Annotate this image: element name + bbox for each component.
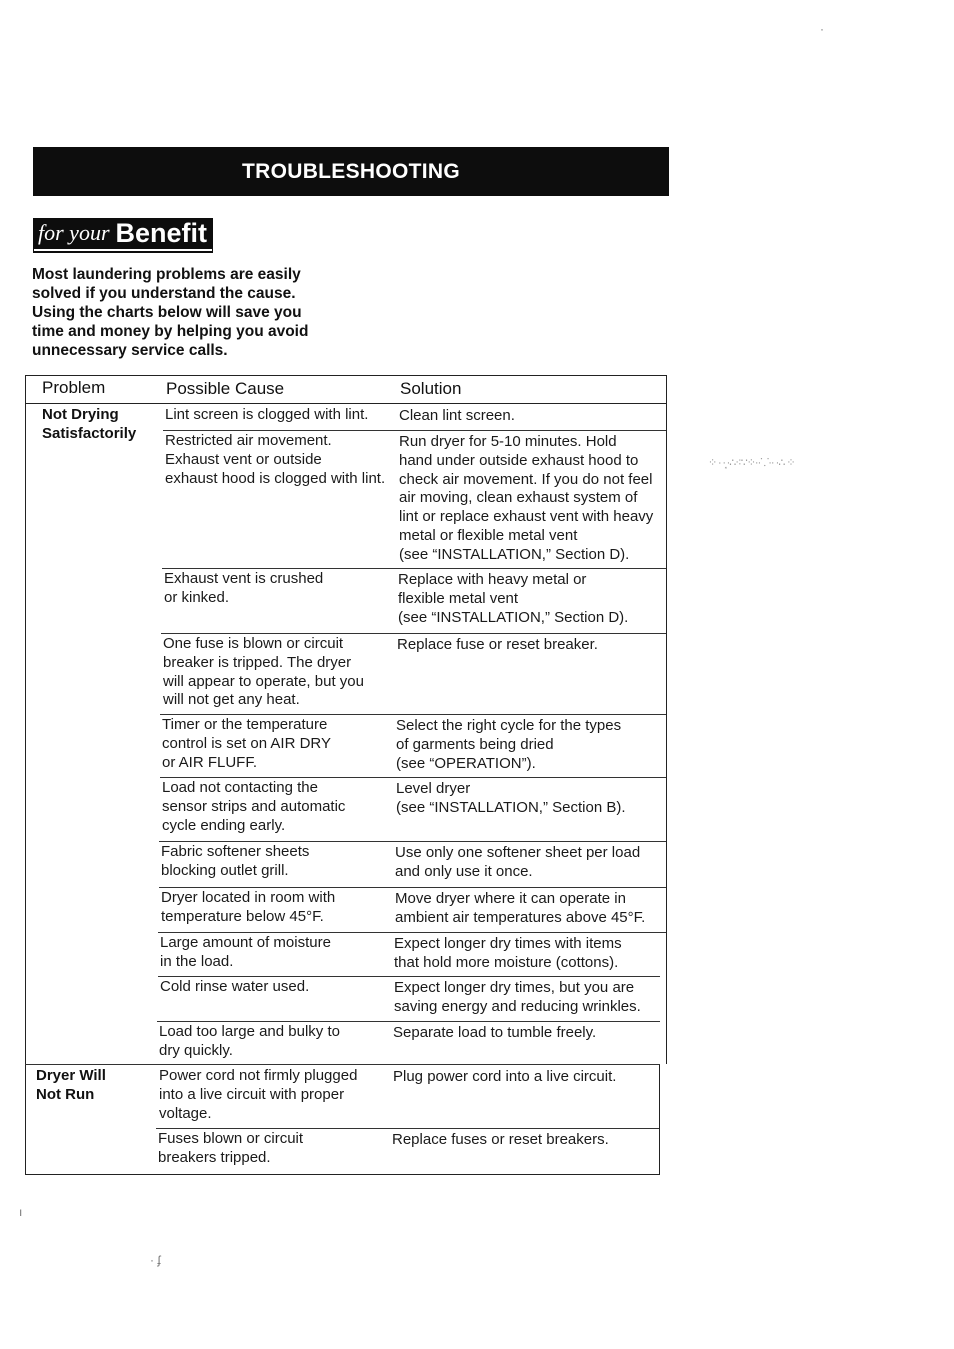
table-row-cause xyxy=(165,406,368,425)
solution-line: saving energy and reducing wrinkles. xyxy=(394,997,641,1015)
cause-line: or AIR FLUFF. xyxy=(162,753,258,771)
solution-line: Use only one softener sheet per load xyxy=(395,844,641,861)
cause-line: Exhaust vent is crushed xyxy=(164,570,324,587)
table-row-solution xyxy=(395,844,640,882)
table-row-solution xyxy=(399,433,653,565)
table-row-cause xyxy=(162,779,345,835)
intro-line: Using the charts below will save you xyxy=(32,304,302,321)
cause-line: One fuse is blown or circuit xyxy=(163,635,344,652)
scan-artifact: ⁘ ∙ ·⸼·∴⁖∵⁘··⸪·· ·∴ ⁘ xyxy=(708,457,795,469)
row-divider xyxy=(157,1021,660,1022)
cause-line: exhaust hood is clogged with lint. xyxy=(165,469,386,487)
badge-for-your: for your xyxy=(38,220,110,245)
cause-line: temperature below 45°F. xyxy=(161,907,324,925)
scan-speck: ı xyxy=(19,1205,23,1219)
table-row-cause xyxy=(158,1130,303,1168)
table-row-solution xyxy=(393,1024,596,1043)
header-problem: Problem xyxy=(42,378,106,397)
solution-line: (see “INSTALLATION,” Section D). xyxy=(399,545,630,563)
table-right-border xyxy=(659,1064,660,1174)
cause-line: will appear to operate, but you xyxy=(163,672,364,690)
cause-line: will not get any heat. xyxy=(163,691,300,709)
cause-line: cycle ending early. xyxy=(162,816,286,834)
table-row-cause xyxy=(161,843,309,881)
group-divider xyxy=(25,1064,660,1065)
header-possible-cause: Possible Cause xyxy=(166,379,285,398)
solution-line: air moving, clean exhaust system of xyxy=(399,489,638,507)
row-divider xyxy=(158,976,660,977)
solution-line: Replace with heavy metal or xyxy=(398,571,587,588)
table-row-cause xyxy=(165,432,385,488)
table-row-solution xyxy=(399,407,515,426)
cause-line: or kinked. xyxy=(164,588,230,606)
cause-line: Large amount of moisture xyxy=(160,934,331,951)
solution-line: Select the right cycle for the types xyxy=(396,717,622,734)
cause-line: Lint screen is clogged with lint. xyxy=(165,406,369,423)
solution-line: (see “INSTALLATION,” Section D). xyxy=(398,608,629,626)
cause-line: breaker is tripped. The dryer xyxy=(163,653,352,671)
table-row-solution xyxy=(398,571,628,627)
solution-line: flexible metal vent xyxy=(398,589,519,607)
table-header-divider xyxy=(25,403,667,404)
cause-line: Dryer located in room with xyxy=(161,889,336,906)
cause-line: blocking outlet grill. xyxy=(161,861,289,879)
badge-benefit: Benefit xyxy=(115,218,208,248)
row-divider xyxy=(156,1128,659,1129)
cause-line: control is set on AIR DRY xyxy=(162,734,331,752)
cause-line: into a live circuit with proper xyxy=(159,1085,345,1103)
intro-line: unnecessary service calls. xyxy=(32,342,228,359)
solution-line: (see “OPERATION”). xyxy=(396,754,536,772)
cause-line: Fuses blown or circuit xyxy=(158,1130,304,1147)
table-row-cause xyxy=(163,635,364,710)
intro-line: Most laundering problems are easily xyxy=(32,266,301,283)
intro-line: solved if you understand the cause. xyxy=(32,285,296,302)
table-row-solution xyxy=(395,890,645,928)
row-divider xyxy=(160,714,666,715)
cause-line: Restricted air movement. xyxy=(165,432,332,449)
table-left-border xyxy=(25,375,26,1174)
solution-line: ambient air temperatures above 45°F. xyxy=(395,908,646,926)
solution-line: check air movement. If you do not feel xyxy=(399,470,653,488)
table-row-cause xyxy=(159,1067,357,1123)
cause-line: Load not contacting the xyxy=(162,779,318,796)
problem-label: Not Drying xyxy=(42,406,119,423)
table-row-solution xyxy=(394,979,641,1017)
scan-speck: · ʄ xyxy=(150,1253,161,1267)
solution-line: Plug power cord into a live circuit. xyxy=(393,1068,617,1085)
problem-label: Satisfactorily xyxy=(42,425,137,442)
cause-line: Cold rinse water used. xyxy=(160,978,310,995)
table-row-cause xyxy=(161,889,335,927)
solution-line: (see “INSTALLATION,” Section B). xyxy=(396,798,626,816)
cause-line: dry quickly. xyxy=(159,1041,233,1059)
table-row-cause xyxy=(162,716,331,772)
solution-line: lint or replace exhaust vent with heavy xyxy=(399,508,654,526)
for-your-benefit-badge xyxy=(33,218,213,249)
table-bottom-border xyxy=(25,1174,660,1175)
solution-line: and only use it once. xyxy=(395,862,533,880)
intro-line: time and money by helping you avoid xyxy=(32,323,309,340)
cause-line: Power cord not firmly plugged xyxy=(159,1067,358,1084)
cause-line: Fabric softener sheets xyxy=(161,843,310,860)
table-row-solution xyxy=(396,780,626,818)
cause-line: sensor strips and automatic xyxy=(162,797,346,815)
cause-line: Timer or the temperature xyxy=(162,716,328,733)
row-divider xyxy=(159,841,666,842)
solution-line: Run dryer for 5-10 minutes. Hold xyxy=(399,433,617,450)
solution-line: hand under outside exhaust hood to xyxy=(399,451,639,469)
table-row-solution xyxy=(396,717,621,773)
problem-label: Not Run xyxy=(36,1086,95,1103)
solution-line: Replace fuses or reset breakers. xyxy=(392,1131,609,1148)
table-top-border xyxy=(25,375,667,376)
row-divider xyxy=(159,887,666,888)
table-row-cause xyxy=(164,570,323,608)
solution-line: Move dryer where it can operate in xyxy=(395,890,626,907)
table-row-solution xyxy=(393,1068,616,1087)
scan-speck: · xyxy=(820,22,824,36)
row-divider xyxy=(158,932,666,933)
table-right-border xyxy=(666,375,667,1064)
table-row-cause xyxy=(160,934,331,972)
table-row-solution xyxy=(397,636,598,655)
row-divider xyxy=(161,633,666,634)
cause-line: Load too large and bulky to xyxy=(159,1023,340,1040)
cause-line: in the load. xyxy=(160,952,234,970)
solution-line: of garments being dried xyxy=(396,735,554,753)
solution-line: Expect longer dry times with items xyxy=(394,935,622,952)
page-title: TROUBLESHOOTING xyxy=(242,159,460,183)
cause-line: breakers tripped. xyxy=(158,1148,271,1166)
problem-label: Dryer Will xyxy=(36,1067,106,1084)
cause-line: voltage. xyxy=(159,1104,212,1122)
solution-line: Level dryer xyxy=(396,780,471,797)
solution-line: Replace fuse or reset breaker. xyxy=(397,636,598,653)
table-row-cause xyxy=(159,1023,340,1061)
row-divider xyxy=(162,568,666,569)
table-row-solution xyxy=(392,1131,609,1150)
row-divider xyxy=(160,777,666,778)
intro-paragraph xyxy=(32,265,362,360)
table-row-solution xyxy=(394,935,622,973)
troubleshooting-header xyxy=(33,147,669,196)
header-solution: Solution xyxy=(400,379,462,398)
solution-line: Clean lint screen. xyxy=(399,407,515,424)
table-row-cause xyxy=(160,978,309,997)
solution-line: metal or flexible metal vent xyxy=(399,526,578,544)
solution-line: that hold more moisture (cottons). xyxy=(394,953,619,971)
troubleshooting-table xyxy=(25,375,667,1175)
solution-line: Separate load to tumble freely. xyxy=(393,1024,597,1041)
row-divider xyxy=(163,430,666,431)
cause-line: Exhaust vent or outside xyxy=(165,450,322,468)
solution-line: Expect longer dry times, but you are xyxy=(394,979,635,996)
